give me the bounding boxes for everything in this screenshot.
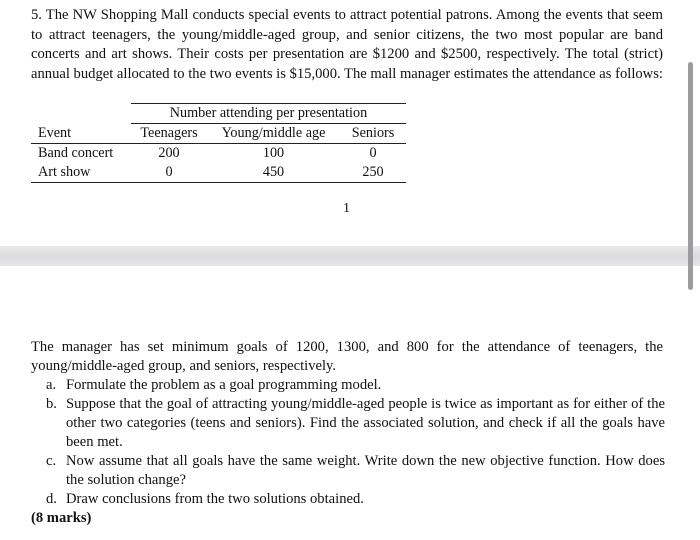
item-letter: c. bbox=[46, 453, 57, 469]
item-letter: a. bbox=[46, 377, 57, 393]
table-cell: 250 bbox=[340, 163, 406, 183]
column-header: Event bbox=[31, 124, 131, 144]
marks-label: (8 marks) bbox=[31, 510, 92, 526]
item-text: Draw conclusions from the two solutions obtained. bbox=[66, 491, 364, 507]
item-letter: d. bbox=[46, 491, 57, 507]
table-cell: 100 bbox=[262, 145, 285, 161]
table-row bbox=[31, 144, 406, 164]
table-cell: 200 bbox=[158, 145, 180, 161]
item-letter: b. bbox=[46, 396, 57, 412]
table-cell: Band concert bbox=[38, 145, 114, 161]
column-header: Young/middle age bbox=[207, 124, 340, 144]
attendance-table bbox=[31, 103, 406, 183]
problem-intro: 5. The NW Shopping Mall conducts special events to attract potential patrons. Among the events that seem to attract teenagers, the young/middle-aged group, and senior citizens, the two most popular are band concerts and art shows. Their costs per presentation are $1200 and $2500, respectively. The total (strict) annual budget allocated to the two events is $15,000. The mall manager estimates the attendance as follows: bbox=[31, 7, 663, 82]
list-item bbox=[45, 376, 665, 395]
document-page-top bbox=[0, 0, 700, 246]
goals-paragraph: The manager has set minimum goals of 1200, 1300, and 800 for the attendance of teenagers, the young/middle-aged group, and seniors, respectively. bbox=[31, 339, 663, 374]
list-item bbox=[45, 490, 665, 509]
table-group-header: Number attending per presentation bbox=[131, 104, 406, 124]
table-header-row bbox=[31, 124, 406, 144]
table-cell: Art show bbox=[31, 163, 131, 183]
list-item bbox=[45, 395, 665, 452]
table-cell: 0 bbox=[131, 163, 207, 183]
question-list bbox=[45, 376, 665, 509]
column-header: Teenagers bbox=[131, 124, 207, 144]
item-text: Now assume that all goals have the same weight. Write down the new objective function. How does the solution change? bbox=[66, 453, 665, 488]
scrollbar[interactable] bbox=[688, 62, 693, 290]
item-text: Formulate the problem as a goal programming model. bbox=[66, 377, 382, 393]
page-separator bbox=[0, 246, 700, 266]
column-header: Seniors bbox=[340, 124, 406, 144]
table-row bbox=[31, 163, 406, 183]
table-cell: 0 bbox=[369, 145, 377, 161]
page-number: 1 bbox=[343, 201, 350, 216]
list-item bbox=[45, 452, 665, 490]
item-text: Suppose that the goal of attracting young/middle-aged people is twice as important as for either of the other two categories (teens and seniors). Find the associated solution, and check if all the goals have been met. bbox=[66, 396, 665, 450]
table-cell: 450 bbox=[207, 163, 340, 183]
